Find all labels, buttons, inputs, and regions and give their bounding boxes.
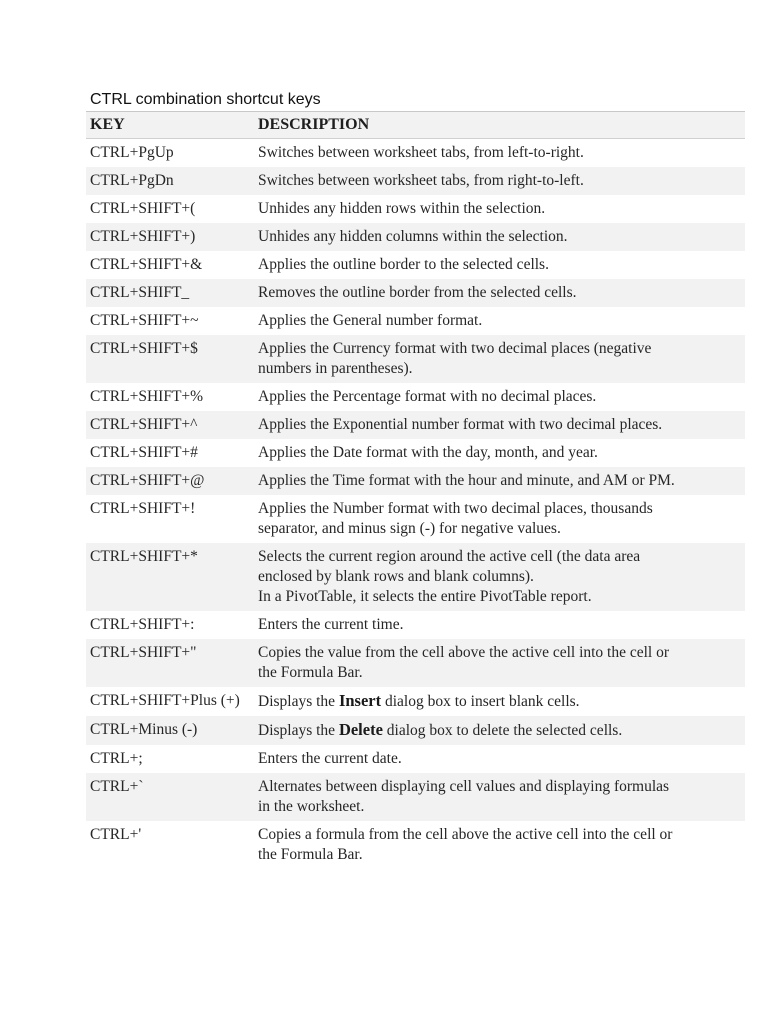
description-line: Unhides any hidden columns within the selection. (258, 228, 568, 245)
description-line: Copies a formula from the cell above the active cell into the cell or (258, 826, 673, 843)
shortcut-key-cell: CTRL+SHIFT+% (90, 388, 204, 405)
table-row (86, 383, 745, 411)
table-row (86, 639, 745, 687)
shortcut-key-cell: CTRL+SHIFT+" (86, 639, 250, 687)
description-text: dialog box to insert blank cells. (381, 693, 580, 710)
shortcut-description-cell (250, 543, 745, 611)
document-page (86, 90, 745, 869)
description-line: Enters the current time. (258, 616, 404, 633)
description-line: Alternates between displaying cell values and displaying formulas (258, 778, 670, 795)
table-header-row (86, 112, 745, 139)
description-line: Switches between worksheet tabs, from right-to-left. (258, 172, 584, 189)
description-line: In a PivotTable, it selects the entire PivotTable report. (258, 588, 592, 605)
shortcut-key-cell: CTRL+` (86, 773, 250, 821)
shortcut-key-cell: CTRL+SHIFT+$ (86, 335, 250, 383)
description-line: numbers in parentheses). (258, 360, 413, 377)
shortcut-key-cell: CTRL+SHIFT+& (90, 256, 203, 273)
table-row (86, 195, 745, 223)
shortcut-description-cell (250, 745, 745, 773)
description-line: separator, and minus sign (-) for negative values. (258, 520, 561, 537)
shortcut-description-cell (250, 279, 745, 307)
table-row (86, 745, 745, 773)
shortcut-key-cell: CTRL+SHIFT+! (90, 500, 196, 517)
shortcut-description-cell (250, 639, 745, 687)
shortcut-key-cell: CTRL+SHIFT+: (90, 616, 195, 633)
description-line: Copies the value from the cell above the active cell into the cell or (258, 644, 670, 661)
shortcut-key-cell: CTRL+; (90, 750, 143, 767)
shortcut-description-cell (250, 139, 745, 168)
shortcut-description-cell (250, 167, 745, 195)
table-row (86, 335, 745, 383)
description-line: enclosed by blank rows and blank columns). (258, 568, 534, 585)
dialog-name-emphasis: Insert (338, 691, 382, 710)
table-row (86, 716, 745, 745)
shortcut-description-cell (250, 307, 745, 335)
table-row (86, 439, 745, 467)
description-line: Switches between worksheet tabs, from left-to-right. (258, 144, 584, 161)
shortcut-key-cell: CTRL+SHIFT+@ (86, 467, 250, 495)
description-line: Applies the Time format with the hour and minute, and AM or PM. (258, 472, 675, 489)
key-column-header: KEY (86, 112, 250, 139)
shortcut-description-cell (250, 773, 745, 821)
table-row (86, 687, 745, 716)
shortcut-key-cell: CTRL+SHIFT+Plus (+) (90, 692, 240, 709)
shortcut-description-cell (250, 335, 745, 383)
table-row (86, 821, 745, 869)
description-line: Applies the Percentage format with no decimal places. (258, 388, 597, 405)
description-line: Applies the Exponential number format with two decimal places. (258, 416, 663, 433)
shortcut-description-cell (250, 821, 745, 869)
table-row (86, 223, 745, 251)
shortcut-key-cell: CTRL+PgDn (86, 167, 250, 195)
table-row (86, 611, 745, 639)
description-line: Applies the outline border to the selected cells. (258, 256, 549, 273)
description-column-header: DESCRIPTION (250, 112, 745, 139)
description-line: Unhides any hidden rows within the selection. (258, 200, 546, 217)
description-line: Applies the Number format with two decimal places, thousands (258, 500, 653, 517)
table-row (86, 773, 745, 821)
shortcut-description-cell (250, 467, 745, 495)
table-row (86, 467, 745, 495)
shortcut-key-cell: CTRL+' (90, 826, 142, 843)
dialog-name-emphasis: Delete (338, 720, 383, 739)
description-line: Enters the current date. (258, 750, 402, 767)
shortcut-key-cell: CTRL+SHIFT+* (86, 543, 250, 611)
description-line: Removes the outline border from the selected cells. (258, 284, 577, 301)
description-line: in the worksheet. (258, 798, 365, 815)
shortcut-key-cell: CTRL+SHIFT+# (90, 444, 198, 461)
shortcut-description-cell (250, 411, 745, 439)
table-row (86, 279, 745, 307)
table-row (86, 307, 745, 335)
description-text: Displays the (258, 693, 339, 710)
shortcut-key-cell: CTRL+SHIFT+~ (90, 312, 199, 329)
description-line: Applies the Date format with the day, month, and year. (258, 444, 598, 461)
table-row (86, 543, 745, 611)
description-text: dialog box to delete the selected cells. (382, 722, 623, 739)
shortcut-key-cell: CTRL+SHIFT_ (86, 279, 250, 307)
shortcut-key-cell: CTRL+SHIFT+^ (86, 411, 250, 439)
shortcut-description-cell (250, 611, 745, 639)
table-row (86, 167, 745, 195)
shortcut-table (86, 112, 745, 869)
shortcut-description-cell (250, 495, 745, 543)
description-line: Applies the General number format. (258, 312, 483, 329)
table-row (86, 251, 745, 279)
table-body (86, 139, 745, 870)
shortcut-key-cell: CTRL+Minus (-) (86, 716, 250, 745)
shortcut-description-cell (250, 687, 745, 716)
description-line: Applies the Currency format with two decimal places (negative (258, 340, 652, 357)
description-line: the Formula Bar. (258, 846, 363, 863)
description-line: Selects the current region around the active cell (the data area (258, 548, 641, 565)
shortcut-description-cell (250, 223, 745, 251)
shortcut-description-cell (250, 195, 745, 223)
shortcut-description-cell (250, 251, 745, 279)
shortcut-key-cell: CTRL+SHIFT+( (90, 200, 196, 217)
table-row (86, 495, 745, 543)
table-row (86, 139, 745, 168)
table-row (86, 411, 745, 439)
shortcut-description-cell (250, 383, 745, 411)
description-text: Displays the (258, 722, 339, 739)
shortcut-description-cell (250, 716, 745, 745)
description-line: the Formula Bar. (258, 664, 363, 681)
shortcut-key-cell: CTRL+PgUp (90, 144, 174, 161)
shortcut-key-cell: CTRL+SHIFT+) (86, 223, 250, 251)
shortcut-description-cell (250, 439, 745, 467)
table-caption: CTRL combination shortcut keys (86, 90, 745, 112)
